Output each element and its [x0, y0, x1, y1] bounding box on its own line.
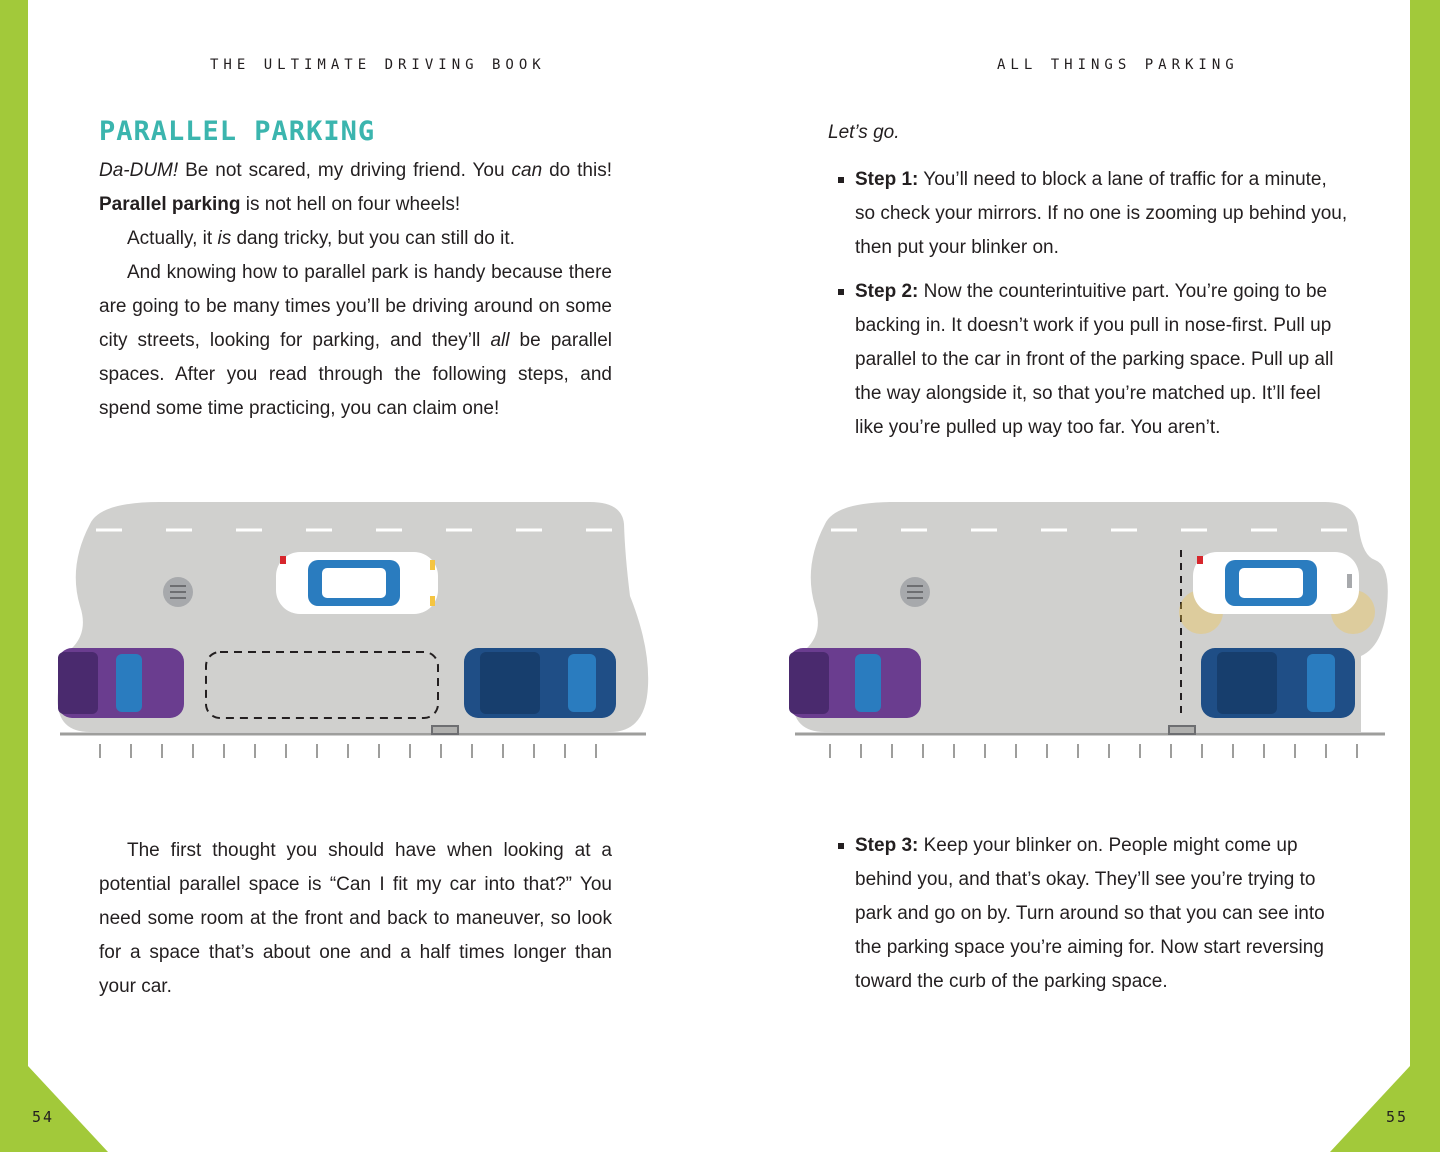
bullet-icon [838, 843, 844, 849]
intro-exclamation: Da-DUM! [99, 160, 179, 181]
section-title: PARALLEL PARKING [99, 116, 376, 147]
right-running-head: ALL THINGS PARKING [997, 57, 1239, 73]
parking-space-illustration [50, 496, 650, 766]
left-border [0, 0, 28, 1152]
intro-paragraph-1: Da-DUM! Be not scared, my driving friend. You can do this! Parallel parking is not hell on four wheels! [99, 160, 613, 215]
blue-car [1201, 648, 1355, 718]
manhole-cover [900, 577, 930, 607]
step-3: Step 3: Keep your blinker on. People might come up behind you, and that’s okay. They’ll see you’re trying to park and go on by. Turn around so that you can see into the parking space you’re aiming for. Now start reversing toward the curb of the parking space. [828, 829, 1348, 999]
manhole-cover [163, 577, 193, 607]
step-label: Step 2: [855, 281, 919, 302]
bullet-icon [838, 289, 844, 295]
storm-drain [1169, 726, 1195, 734]
space-size-paragraph: The first thought you should have when looking at a potential parallel space is “Can I fit my car into that?” You need some room at the front and back to maneuver, so look for a space that’s about one and a half times longer than your car. [99, 840, 612, 997]
white-car [1193, 552, 1359, 614]
key-term: Parallel parking [99, 194, 241, 215]
purple-car [789, 648, 921, 718]
step-label: Step 3: [855, 835, 919, 856]
bullet-icon [838, 177, 844, 183]
step-1: Step 1: You’ll need to block a lane of traffic for a minute, so check your mirrors. If no one is zooming up behind you, then put your blinker on. [828, 163, 1348, 265]
right-border [1410, 0, 1440, 1152]
intro-text [99, 154, 612, 426]
curb-ticks [830, 744, 1357, 758]
white-car [276, 552, 438, 614]
steps-list [828, 163, 1348, 455]
left-running-head: THE ULTIMATE DRIVING BOOK [210, 57, 546, 73]
storm-drain [432, 726, 458, 734]
purple-car [58, 648, 184, 718]
step-2: Step 2: Now the counterintuitive part. You’re going to be backing in. It doesn’t work if you pull in nose-first. Pull up parallel to the car in front of the parking space. Pull up all the way alongside it, so that you’re matched up. It’ll feel like you’re pulled up way too far. You aren’t. [828, 275, 1348, 445]
pulled-alongside-illustration [785, 496, 1390, 766]
step-label: Step 1: [855, 169, 919, 190]
steps-list-continued [828, 829, 1348, 1009]
intro-paragraph-2: Actually, it is dang tricky, but you can still do it. [127, 228, 515, 249]
intro-paragraph-3: And knowing how to parallel park is handy because there are going to be many times you’ll be driving around on some city streets, looking for parking, and they’ll all be parallel spaces. After you read through the following steps, and spend some time practicing, you can claim one! [99, 262, 612, 419]
left-page-number: 54 [32, 1108, 55, 1126]
right-page-number: 55 [1385, 1108, 1408, 1126]
blue-car [464, 648, 616, 718]
lets-go-heading: Let’s go. [828, 122, 900, 143]
curb-ticks [100, 744, 596, 758]
